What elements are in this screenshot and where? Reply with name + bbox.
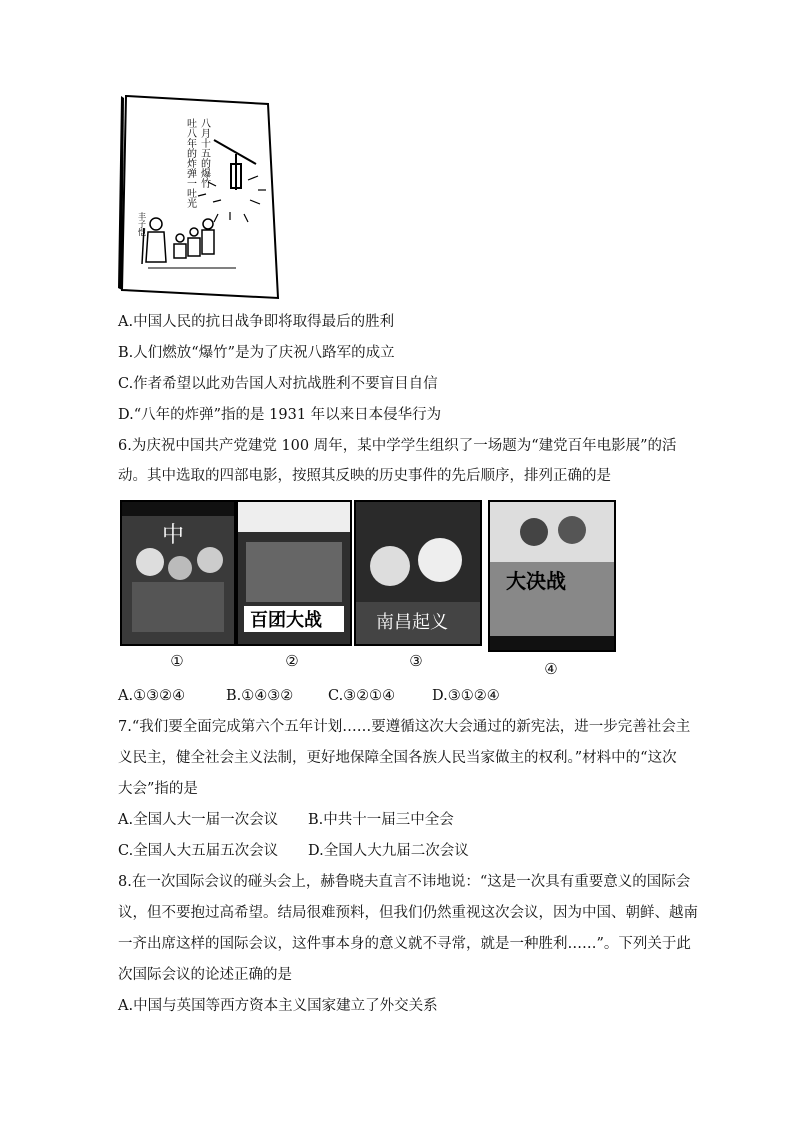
- q6-option-a: A.①③②④: [118, 688, 186, 704]
- q7-options-row-2: [118, 841, 469, 861]
- poster-3-title: 南昌起义: [376, 612, 448, 633]
- q8-stem-line-3: 一齐出席这样的国际会议，这件事本身的意义就不寻常，就是一种胜利……”。下列关于此: [118, 936, 691, 952]
- q7-option-b: B.中共十一届三中全会: [308, 812, 454, 828]
- poster-4-title: 大决战: [506, 569, 566, 593]
- poster-2-title: 百团大战: [250, 610, 322, 631]
- movie-poster-1: [120, 500, 236, 646]
- q7-option-a: A.全国人大一届一次会议: [118, 812, 279, 828]
- cartoon-signature: 丰子恺: [137, 212, 147, 236]
- q6-option-d: D.③①②④: [432, 688, 500, 704]
- q7-option-d: D.全国人大九届二次会议: [308, 843, 469, 859]
- poster-4-number: ④: [544, 660, 558, 678]
- q6-options: [118, 686, 500, 706]
- cartoon-caption-2: 吐八年的炸弹一吐光: [184, 118, 196, 208]
- poster-1-number: ①: [170, 652, 184, 670]
- q8-stem-line-2: 议，但不要抱过高希望。结局很难预料，但我们仍然重视这次会议，因为中国、朝鲜、越南: [118, 905, 698, 921]
- q7-option-c: C.全国人大五届五次会议: [118, 843, 279, 859]
- q8-stem-line-1: 8.在一次国际会议的碰头会上，赫鲁晓夫直言不讳地说：“这是一次具有重要意义的国际会: [118, 874, 691, 890]
- movie-poster-3: [354, 500, 482, 646]
- movie-poster-2: [236, 500, 352, 646]
- q7-stem-line-3: 大会”指的是: [118, 781, 198, 797]
- cartoon-illustration: [118, 92, 280, 302]
- poster-1-title: 中: [162, 523, 185, 548]
- q6-option-c: C.③②①④: [328, 688, 396, 704]
- q7-stem-line-1: 7.“我们要全面完成第六个五年计划……要遵循这次大会通过的新宪法，进一步完善社会主: [118, 719, 691, 735]
- q6-option-b: B.①④③②: [226, 688, 294, 704]
- q5-option-b: B.人们燃放“爆竹”是为了庆祝八路军的成立: [118, 345, 395, 361]
- q7-stem-line-2: 义民主，健全社会主义法制，更好地保障全国各族人民当家做主的权利。”材料中的“这次: [118, 750, 677, 766]
- q5-option-a: A.中国人民的抗日战争即将取得最后的胜利: [118, 314, 395, 330]
- movie-poster-4: [488, 500, 616, 652]
- q6-stem-line-2: 动。其中选取的四部电影，按照其反映的历史事件的先后顺序，排列正确的是: [118, 468, 611, 484]
- cartoon-caption-1: 八月十五的爆竹: [198, 118, 210, 188]
- q7-options-row-1: [118, 810, 454, 830]
- q5-option-c: C.作者希望以此劝告国人对抗战胜利不要盲目自信: [118, 376, 438, 392]
- q8-stem-line-4: 次国际会议的论述正确的是: [118, 967, 292, 983]
- q5-option-d: D.“八年的炸弹”指的是 1931 年以来日本侵华行为: [118, 407, 442, 423]
- poster-2-number: ②: [285, 652, 299, 670]
- q8-option-a: A.中国与英国等西方资本主义国家建立了外交关系: [118, 998, 438, 1014]
- q6-stem-line-1: 6.为庆祝中国共产党建党 100 周年，某中学学生组织了一场题为“建党百年电影展”的活: [118, 438, 677, 454]
- poster-3-number: ③: [409, 652, 423, 670]
